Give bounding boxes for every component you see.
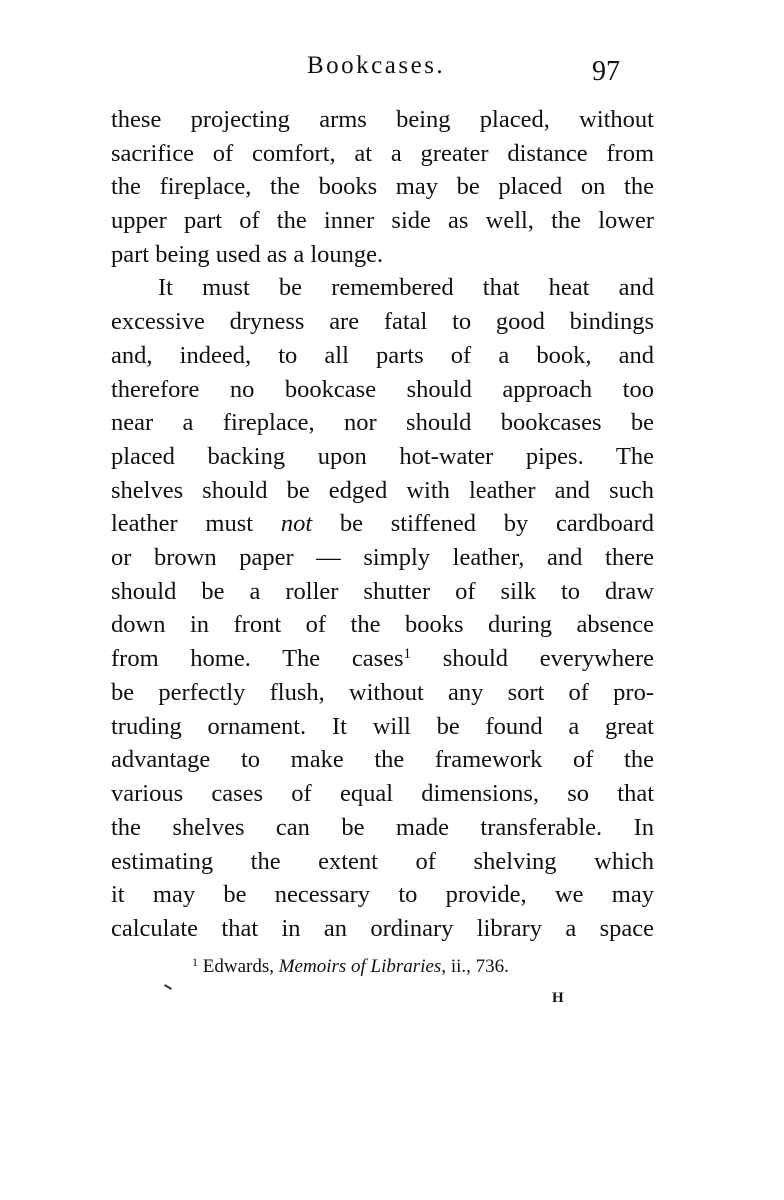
text-line: It must be remembered that heat and xyxy=(158,274,654,301)
text-line: therefore no bookcase should approach too xyxy=(111,376,654,403)
text-line: the shelves can be made transferable. In xyxy=(111,814,654,841)
text-line: these projecting arms being placed, without xyxy=(111,106,654,133)
text-line xyxy=(111,509,654,539)
footnote-marker: 1 xyxy=(192,955,198,969)
text-segment: be stiffened by cardboard xyxy=(312,510,654,537)
text-segment: from home. The cases xyxy=(111,645,404,672)
text-line: upper part of the inner side as well, the lower xyxy=(111,207,654,234)
text-line: excessive dryness are fatal to good bindings xyxy=(111,308,654,335)
text-line: or brown paper — simply leather, and there xyxy=(111,544,654,571)
footnote xyxy=(192,956,509,978)
text-line: it may be necessary to provide, we may xyxy=(111,881,654,908)
text-line: the fireplace, the books may be placed on the xyxy=(111,173,654,200)
text-line: truding ornament. It will be found a great xyxy=(111,713,654,740)
footnote-author: Edwards, xyxy=(202,956,279,977)
text-line: calculate that in an ordinary library a space xyxy=(111,915,654,942)
text-line: advantage to make the framework of the xyxy=(111,746,654,773)
text-line: should be a roller shutter of silk to draw xyxy=(111,578,654,605)
text-line: estimating the extent of shelving which xyxy=(111,848,654,875)
footnote-rest: , ii., 736. xyxy=(441,956,509,977)
text-segment: leather must xyxy=(111,510,281,537)
footnote-ref: 1 xyxy=(403,646,412,662)
text-line: part being used as a lounge. xyxy=(111,241,384,268)
emphasis: not xyxy=(280,510,313,537)
scan-mark xyxy=(164,984,172,990)
text-line: shelves should be edged with leather and such xyxy=(111,477,654,504)
text-line: near a fireplace, nor should bookcases be xyxy=(111,409,654,436)
running-title: Bookcases. xyxy=(307,52,446,79)
text-line xyxy=(111,644,654,674)
signature-mark: H xyxy=(552,990,564,1006)
text-line: various cases of equal dimensions, so that xyxy=(111,780,654,807)
text-line: sacrifice of comfort, at a greater distance from xyxy=(111,140,654,167)
page-number: 97 xyxy=(592,56,620,87)
footnote-title: Memoirs of Libraries xyxy=(278,956,442,977)
text-segment: should everywhere xyxy=(411,645,654,672)
text-line: and, indeed, to all parts of a book, and xyxy=(111,342,654,369)
text-line: placed backing upon hot-water pipes. The xyxy=(111,443,654,470)
text-line: down in front of the books during absence xyxy=(111,611,654,638)
text-line: be perfectly flush, without any sort of pro- xyxy=(111,679,654,706)
